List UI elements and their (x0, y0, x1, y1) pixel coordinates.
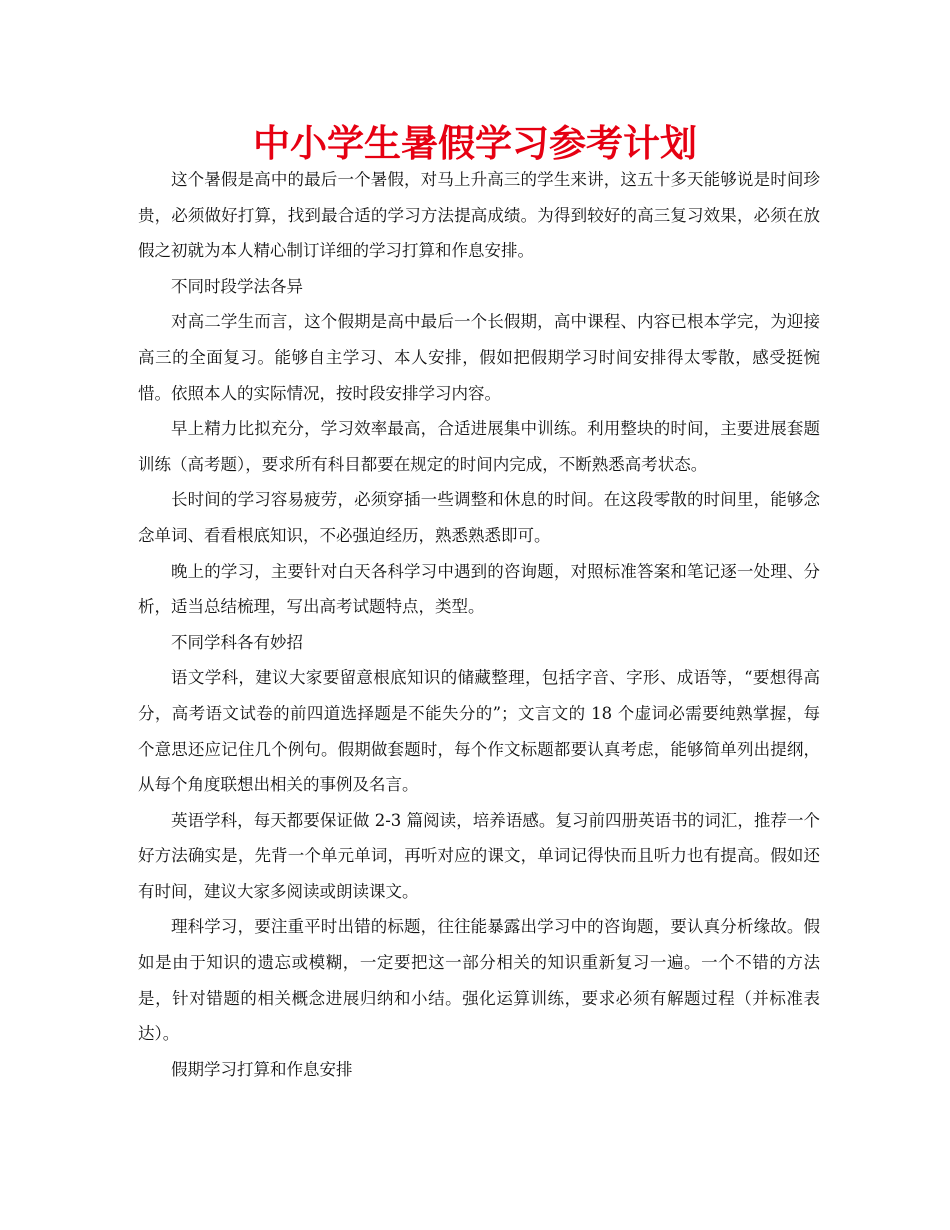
section-heading-schedule: 假期学习打算和作息安排 (171, 1059, 353, 1079)
document-title: 中小学生暑假学习参考计划 (253, 122, 697, 165)
paragraph-intro: 这个暑假是高中的最后一个暑假，对马上升高三的学生来讲，这五十多天能够说是时间珍贵，必须做好打算，找到最合适的学习方法提高成绩。为得到较好的高三复习效果，必须在放假之初就为本人精心制订详细的学习打算和作息安排。 (138, 170, 820, 261)
section-heading-time-periods: 不同时段学法各异 (171, 276, 303, 296)
paragraph-breaks: 长时间的学习容易疲劳，必须穿插一些调整和休息的时间。在这段零散的时间里，能够念念单词、看看根底知识，不必强迫经历，熟悉熟悉即可。 (138, 490, 820, 545)
paragraph-grade-two: 对高二学生而言，这个假期是高中最后一个长假期，高中课程、内容已根本学完，为迎接高三的全面复习。能够自主学习、本人安排，假如把假期学习时间安排得太零散，感受挺惋惜。依照本人的实际情况，按时段安排学习内容。 (138, 312, 820, 403)
paragraph-science: 理科学习，要注重平时出错的标题，往往能暴露出学习中的咨询题，要认真分析缘故。假如是由于知识的遗忘或模糊，一定要把这一部分相关的知识重新复习一遍。一个不错的方法是，针对错题的相关概念进展归纳和小结。强化运算训练，要求必须有解题过程（并标准表达）。 (138, 917, 820, 1044)
paragraph-chinese: 语文学科，建议大家要留意根底知识的储藏整理，包括字音、字形、成语等，“要想得高分，高考语文试卷的前四道选择题是不能失分的”；文言文的 18 个虚词必需要纯熟掌握，每个意思还应记住几个例句。假期做套题时，每个作文标题都要认真考虑，能够简单列出提纲，从每个角度联想出相关的事例及名言。 (138, 668, 820, 795)
paragraph-english: 英语学科，每天都要保证做 2-3 篇阅读，培养语感。复习前四册英语书的词汇，推荐一个好方法确实是，先背一个单元单词，再听对应的课文，单词记得快而且听力也有提高。假如还有时间，建议大家多阅读或朗读课文。 (138, 810, 820, 901)
document-body (138, 162, 820, 1087)
section-heading-subjects: 不同学科各有妙招 (171, 632, 303, 652)
paragraph-evening: 晚上的学习，主要针对白天各科学习中遇到的咨询题，对照标准答案和笔记逐一处理、分析，适当总结梳理，写出高考试题特点，类型。 (138, 561, 820, 617)
paragraph-morning: 早上精力比拟充分，学习效率最高，合适进展集中训练。利用整块的时间，主要进展套题训练（高考题），要求所有科目都要在规定的时间内完成，不断熟悉高考状态。 (138, 419, 820, 474)
